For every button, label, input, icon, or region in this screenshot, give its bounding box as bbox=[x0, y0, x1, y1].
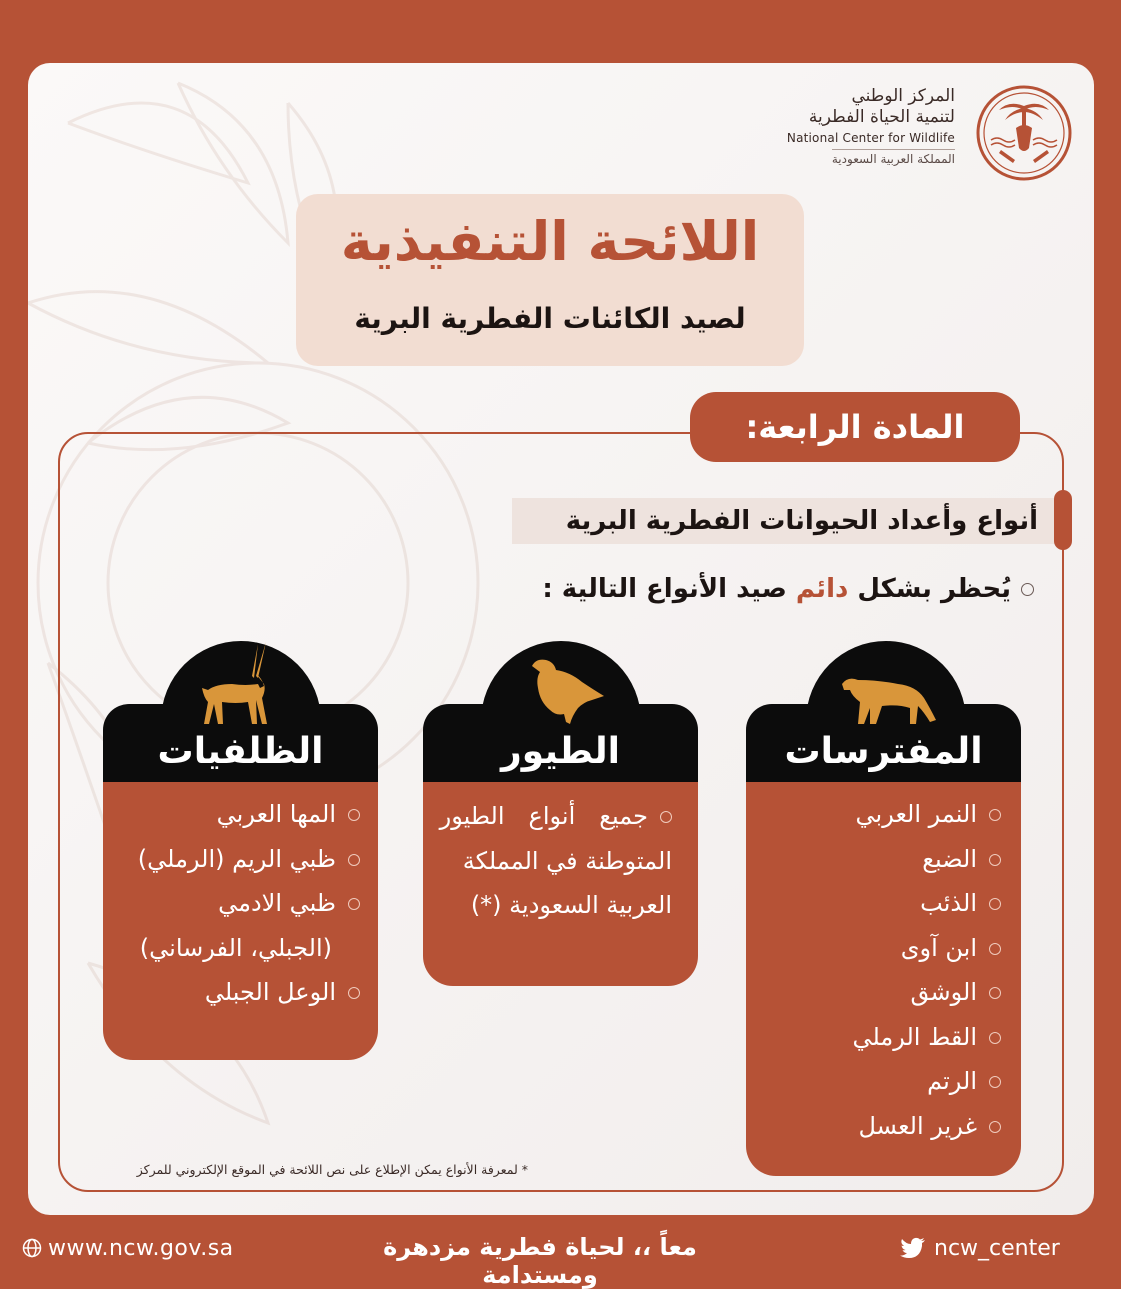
article-label: المادة الرابعة: bbox=[690, 392, 1020, 462]
list-item: جميعأنواعالطيور bbox=[423, 794, 672, 839]
twitter-link[interactable] bbox=[900, 1236, 1060, 1261]
article-heading: أنواع وأعداد الحيوانات الفطرية البرية bbox=[565, 506, 1038, 536]
page-subtitle: لصيد الكائنات الفطرية البرية bbox=[354, 302, 746, 335]
org-logo-text bbox=[695, 86, 955, 167]
heading-accent bbox=[1054, 490, 1072, 550]
falcon-icon bbox=[526, 656, 606, 726]
list-item: غرير العسل bbox=[746, 1104, 1001, 1149]
twitter-handle: ncw_center bbox=[934, 1236, 1060, 1261]
leopard-icon bbox=[838, 674, 938, 726]
footnote: * لمعرفة الأنواع يمكن الإطلاع على نص اللائحة في الموقع الإلكتروني للمركز bbox=[136, 1162, 528, 1177]
predators-list bbox=[746, 782, 1021, 1176]
ungulates-list bbox=[103, 782, 378, 1060]
list-item: الرتم bbox=[746, 1059, 1001, 1104]
ungulates-title: الظلفيات bbox=[103, 704, 378, 788]
globe-icon bbox=[22, 1238, 42, 1258]
list-item: الذئب bbox=[746, 881, 1001, 926]
list-item: الضبع bbox=[746, 837, 1001, 882]
birds-title: الطيور bbox=[423, 704, 698, 788]
org-name-line2: لتنمية الحياة الفطرية bbox=[808, 107, 955, 127]
list-item: ظبي الادمي bbox=[103, 881, 360, 926]
website-text: www.ncw.gov.sa bbox=[48, 1236, 234, 1261]
list-item: الوشق bbox=[746, 970, 1001, 1015]
list-item: (الجبلي، الفرساني) bbox=[139, 933, 332, 962]
predators-title: المفترسات bbox=[746, 704, 1021, 788]
ncw-emblem-icon bbox=[975, 84, 1073, 182]
list-item: ظبي الريم (الرملي) bbox=[103, 837, 360, 882]
intro-after: صيد الأنواع التالية : bbox=[542, 574, 787, 604]
birds-list bbox=[423, 782, 698, 986]
org-name-english: National Center for Wildlife bbox=[786, 131, 955, 145]
country-name: المملكة العربية السعودية bbox=[832, 149, 955, 166]
list-item: النمر العربي bbox=[746, 792, 1001, 837]
intro-before: يُحظر بشكل bbox=[857, 574, 1011, 604]
intro-emphasis: دائم bbox=[795, 574, 849, 604]
org-name-line1: المركز الوطني bbox=[851, 86, 955, 106]
list-item: العربية السعودية (*) bbox=[470, 891, 672, 919]
bullet-icon bbox=[1021, 583, 1034, 596]
slogan: معاً ،، لحياة فطرية مزدهرة ومستدامة bbox=[383, 1233, 697, 1289]
oryx-icon bbox=[196, 640, 282, 726]
list-item: المها العربي bbox=[103, 792, 360, 837]
website-link[interactable] bbox=[22, 1236, 234, 1261]
list-item: المتوطنة في المملكة bbox=[462, 846, 672, 875]
page-title: اللائحة التنفيذية bbox=[340, 210, 760, 273]
list-item: ابن آوى bbox=[746, 926, 1001, 971]
list-item: القط الرملي bbox=[746, 1015, 1001, 1060]
twitter-icon bbox=[900, 1237, 926, 1259]
list-item: الوعل الجبلي bbox=[103, 970, 360, 1015]
intro-line bbox=[500, 574, 1034, 604]
